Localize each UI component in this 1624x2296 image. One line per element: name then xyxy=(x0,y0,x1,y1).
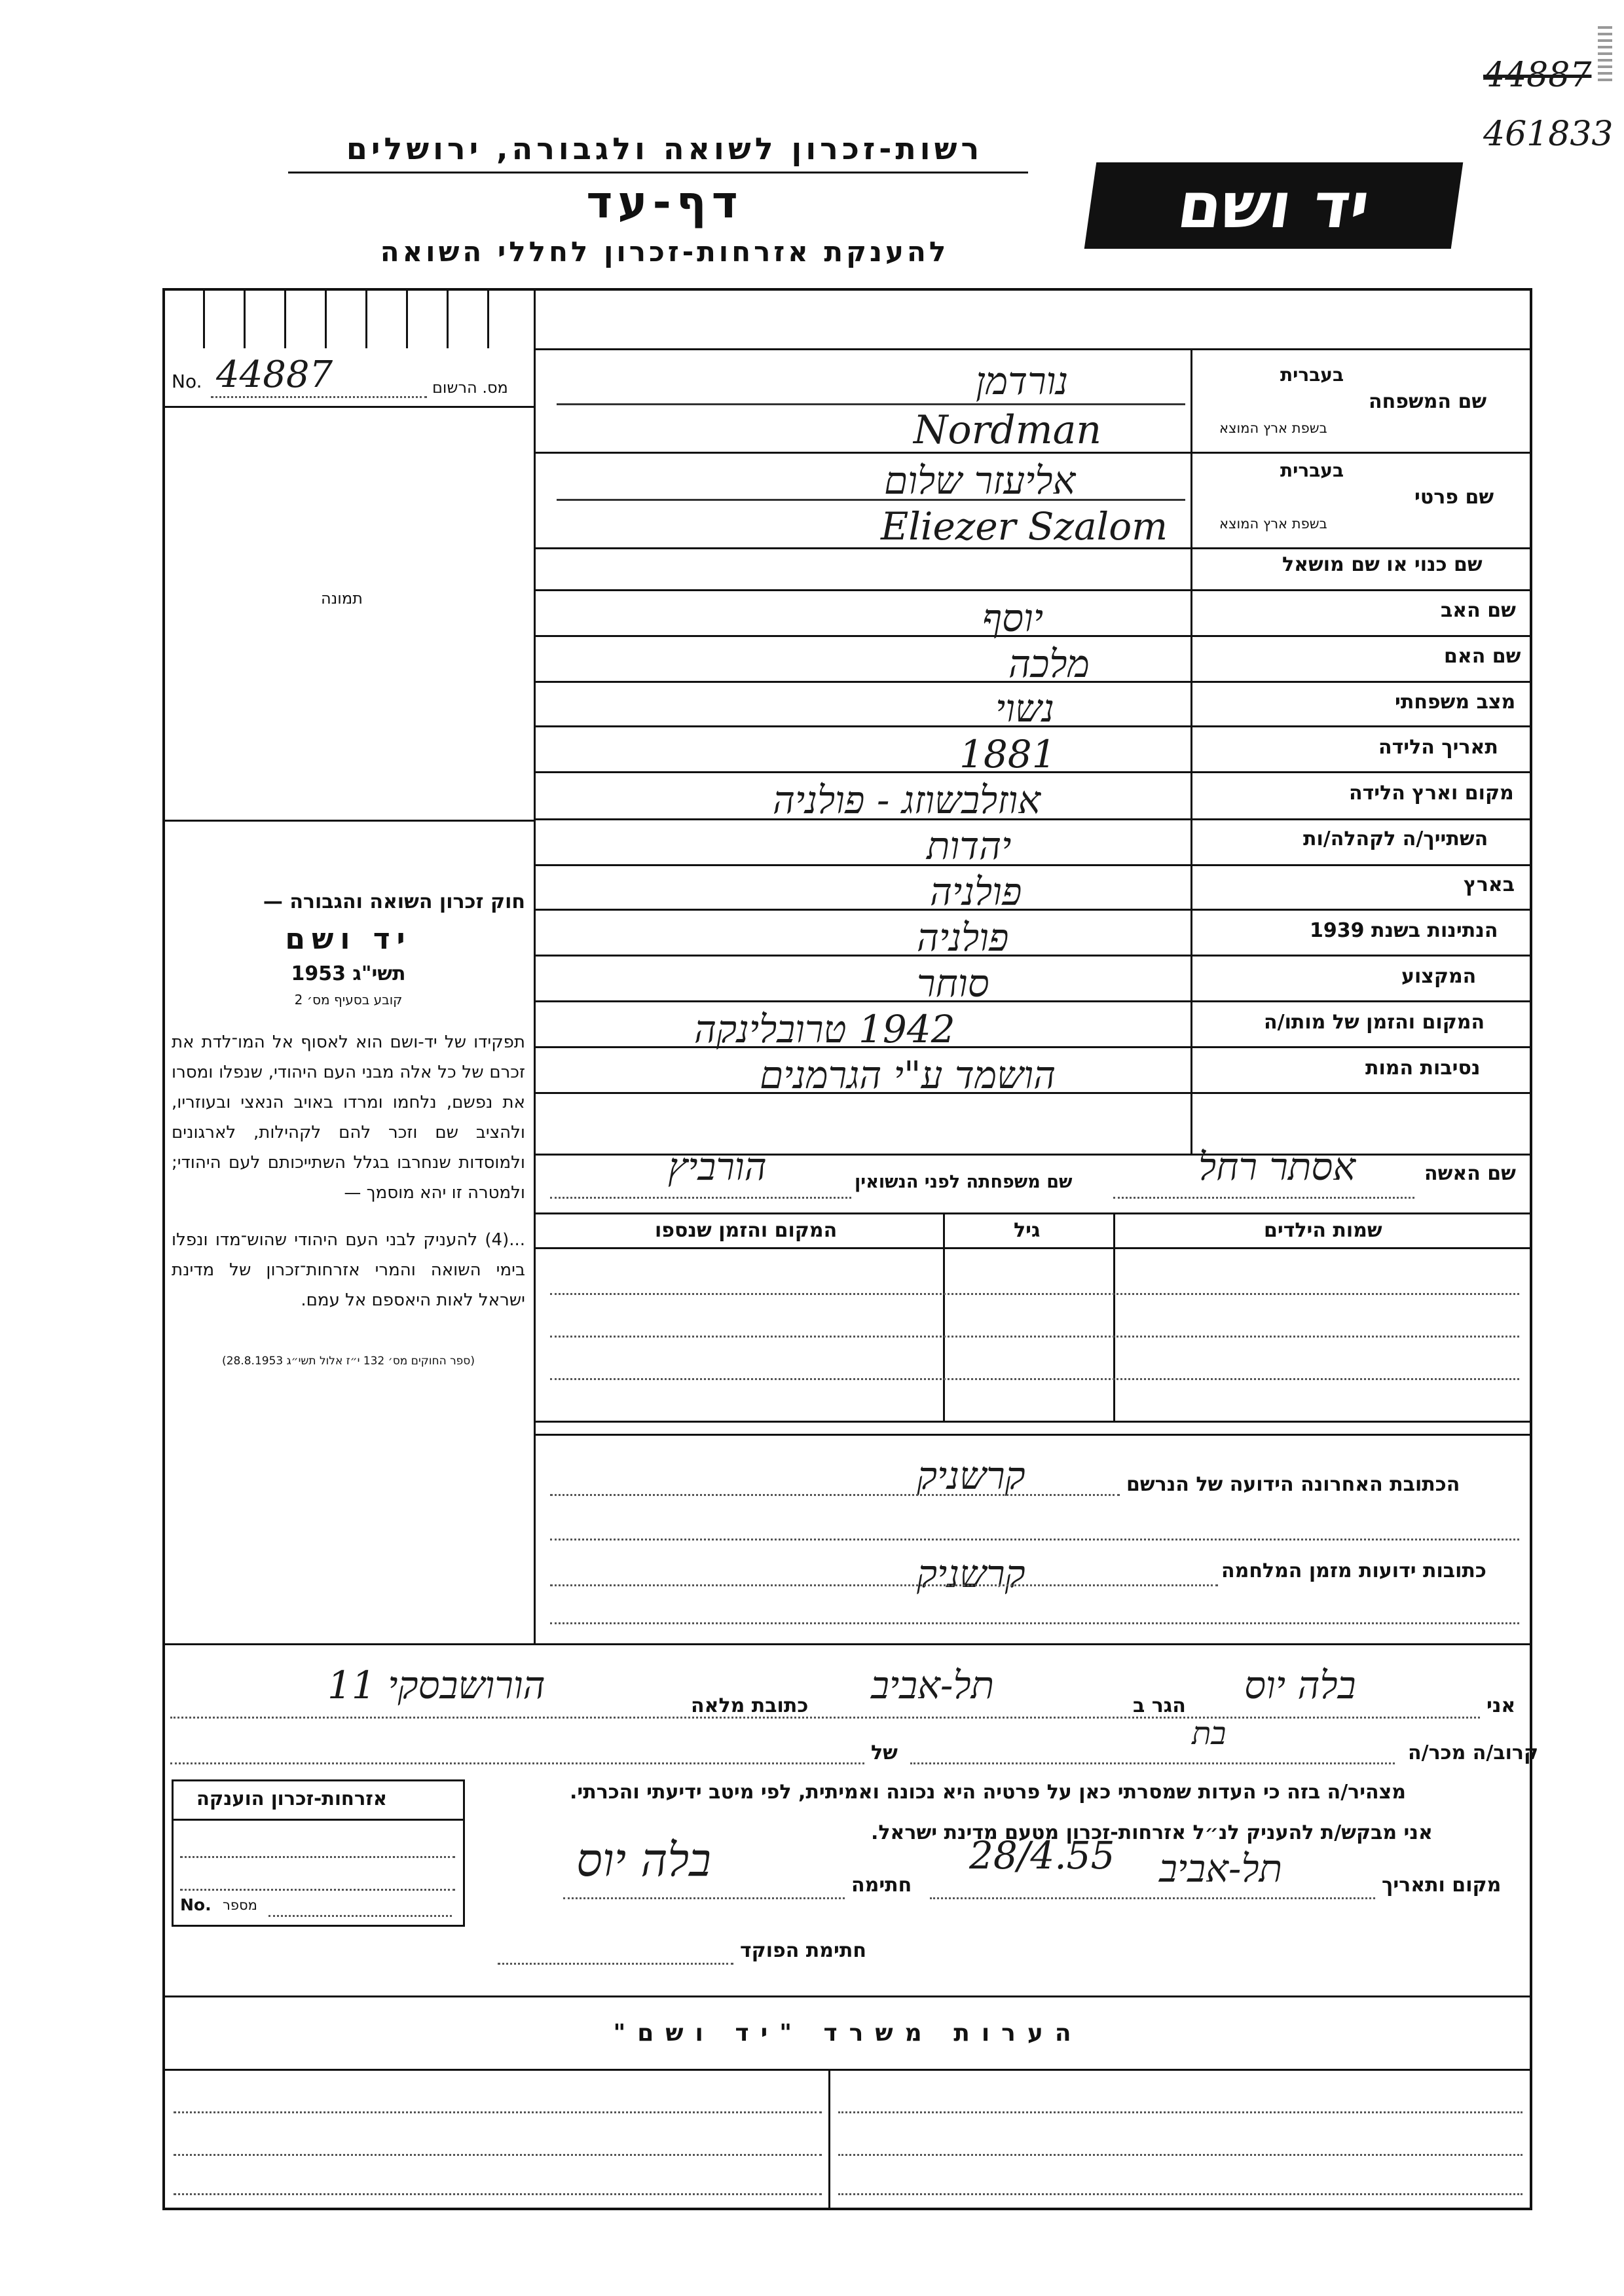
place-date-dots xyxy=(930,1897,1375,1899)
citizenship-1939-label: הנתינות בשנת 1939 xyxy=(1310,919,1498,942)
profession-label: המקצוע xyxy=(1401,965,1477,988)
signature-label: חתימה xyxy=(851,1874,912,1897)
officer-signature-label: חתימת הפוקד xyxy=(740,1939,866,1962)
declarant-signature: בלה יוס xyxy=(576,1833,711,1887)
corner-number: 461833 xyxy=(1483,115,1614,154)
citizenship-no-dots xyxy=(268,1915,452,1917)
community-value: יהדות xyxy=(927,824,1012,868)
wife-label: שם האשה xyxy=(1424,1162,1516,1185)
declaration-section-top xyxy=(164,1643,1532,1645)
declarant-address-label: כתובת מלאה xyxy=(691,1694,809,1717)
row-line xyxy=(534,1421,1532,1423)
of-dots xyxy=(170,1762,864,1764)
photo-box-bottom xyxy=(164,820,534,822)
children-place-header: המקום והזמן שנספו xyxy=(655,1219,838,1242)
place-date-label: מקום ותאריך xyxy=(1382,1874,1502,1897)
left-column-divider xyxy=(534,348,536,1643)
law-panel xyxy=(172,890,525,1368)
war-address-extra-dots xyxy=(550,1622,1519,1624)
birth-place-value: אוזלבשוזג - פולניה xyxy=(773,778,1041,822)
relation-value: בת xyxy=(1192,1715,1227,1752)
row-line xyxy=(534,1000,1532,1002)
signature-dots xyxy=(563,1897,845,1899)
yad-vashem-logo: יד ושם xyxy=(1084,162,1464,249)
strip-box xyxy=(365,289,367,348)
citizenship-box-rule xyxy=(173,1819,464,1821)
given-hebrew-value: אליעזר שלום xyxy=(884,458,1076,503)
children-row-dots xyxy=(550,1378,1519,1380)
office-notes-dots xyxy=(174,2193,822,2195)
declaration-place: תל-אביב xyxy=(1159,1846,1283,1891)
row-line xyxy=(534,1046,1532,1048)
corner-mark-icon xyxy=(1598,26,1612,85)
row-line xyxy=(534,1247,1532,1249)
relative-dots xyxy=(910,1762,1395,1764)
last-address-label: הכתובת האחרונה הידועה של הנרשם xyxy=(1126,1473,1460,1496)
death-place-value: 1942 טרובלינקה xyxy=(694,1007,955,1051)
office-notes-dots xyxy=(838,2154,1522,2156)
surname-native-value: Nordman xyxy=(913,407,1102,453)
declarant-lives-label: הגר ב xyxy=(1133,1694,1186,1717)
citizenship-no-label: No. xyxy=(180,1895,212,1914)
statement-2: אני מבקש/ת להעניק לנ״ל אזרחות-זכרון מטעם מדינת ישראל. xyxy=(871,1821,1433,1844)
header-subtitle: להענקת אזרחות-זכרון לחללי השואה xyxy=(380,236,950,268)
children-col-divider xyxy=(1113,1212,1115,1421)
row-line xyxy=(534,909,1532,911)
citizenship-box-dots xyxy=(180,1889,455,1891)
country-label: בארץ xyxy=(1464,873,1515,896)
strip-box xyxy=(447,289,449,348)
declarant-city: תל-אביב xyxy=(871,1663,995,1707)
header-org-underline xyxy=(288,172,1028,173)
surname-hebrew-sub: בעברית xyxy=(1280,364,1344,386)
surname-label: שם המשפחה xyxy=(1369,390,1487,413)
given-hebrew-sub: בעברית xyxy=(1280,460,1344,481)
registration-row-bottom xyxy=(164,406,534,408)
given-native-sub: בשפת ארץ המוצא xyxy=(1219,516,1327,532)
father-label: שם האב xyxy=(1441,599,1516,622)
death-cause-label: נסיבות המות xyxy=(1365,1057,1481,1080)
wife-maiden-label: שם משפחתה לפני הנשואין xyxy=(855,1172,1073,1192)
profession-value: סוחר xyxy=(917,961,989,1006)
strip-box xyxy=(284,289,286,348)
war-address-label: כתובות ידועות מזמן המלחמה xyxy=(1221,1559,1486,1582)
citizenship-number-label: מספר xyxy=(223,1897,257,1913)
marital-value: נשוי xyxy=(995,686,1054,731)
declaration-date: 28/4.55 xyxy=(969,1833,1115,1878)
declarant-address: הורושבסקי 11 xyxy=(327,1663,545,1707)
relative-label: קרוב/ה מכר/ה xyxy=(1408,1741,1539,1764)
citizenship-box-dots xyxy=(180,1856,455,1858)
office-notes-dots xyxy=(838,2111,1522,2113)
law-paragraph-2: ...(4) להעניק לבני העם היהודי שהוש־מדו ונפלו בימי השואה והמרי אזרחות־זכרון של מדינת ישראל לאות היאספם אל עמם. xyxy=(172,1230,525,1310)
registration-dots xyxy=(211,396,427,398)
strip-box xyxy=(487,289,489,348)
wife-maiden-dots xyxy=(550,1197,851,1199)
birth-place-label: מקום וארץ הלידה xyxy=(1349,782,1514,805)
mother-label: שם האם xyxy=(1444,645,1521,668)
strip-bottom xyxy=(534,348,1532,350)
registration-no-value: 44887 xyxy=(216,354,333,396)
header-title: דף-עד xyxy=(586,177,743,228)
citizenship-1939-value: פולניה xyxy=(917,915,1009,960)
children-row-dots xyxy=(550,1293,1519,1295)
country-value: פולניה xyxy=(930,869,1022,914)
registration-label: מס. הרשום xyxy=(432,378,508,397)
row-line xyxy=(534,1212,1532,1214)
children-age-header: גיל xyxy=(1014,1219,1041,1242)
declarant-name: בלה יוס xyxy=(1244,1663,1356,1707)
office-notes-header-bottom xyxy=(164,2069,1532,2071)
wife-value: אסתר רחל xyxy=(1198,1144,1356,1189)
row-line xyxy=(534,589,1532,591)
father-value: יוסף xyxy=(982,596,1044,640)
war-address-dots xyxy=(550,1584,1218,1586)
office-notes-title: הערות משרד "יד ושם" xyxy=(613,2020,1083,2047)
law-section: קובע בסעיף מס׳ 2 xyxy=(294,992,403,1008)
given-name-label: שם פרטי xyxy=(1414,486,1494,509)
birth-date-value: 1881 xyxy=(959,732,1056,776)
nickname-label: שם כנוי או שם מושאל xyxy=(1282,553,1483,576)
death-place-label: המקום והזמן של מותו/ה xyxy=(1264,1011,1485,1034)
wife-maiden-value: הורביץ xyxy=(668,1144,767,1189)
law-title: חוק זכרון השואה והגבורה — xyxy=(263,890,525,913)
office-notes-dots xyxy=(838,2193,1522,2195)
given-native-value: Eliezer Szalom xyxy=(881,504,1168,549)
strip-box xyxy=(325,289,327,348)
citizenship-granted-title: אזרחות-זכרון הוענקה xyxy=(196,1787,388,1810)
community-label: השתייך/ה לקהלה/ות xyxy=(1303,828,1488,850)
law-reference: (ספר החוקים מס׳ 132 י״ז אלול תשי״ג 28.8.1953) xyxy=(222,1355,475,1368)
birth-date-label: תאריך הלידה xyxy=(1378,736,1498,759)
of-label: של xyxy=(871,1741,898,1764)
strip-box xyxy=(406,289,408,348)
mother-value: מלכה xyxy=(1008,642,1090,686)
office-notes-dots xyxy=(174,2154,822,2156)
children-names-header: שמות הילדים xyxy=(1264,1219,1382,1242)
surname-dots xyxy=(557,403,1185,405)
wife-dots xyxy=(1113,1197,1414,1199)
law-year: תשי"ג 1953 xyxy=(291,962,406,985)
war-address-value: קרשניק xyxy=(917,1552,1025,1596)
last-address-value: קרשניק xyxy=(917,1453,1025,1498)
last-address-dots xyxy=(550,1494,1120,1496)
surname-hebrew-value: נורדמן xyxy=(976,359,1069,403)
office-notes-dots xyxy=(174,2111,822,2113)
photo-label: תמונה xyxy=(321,589,363,608)
strip-box xyxy=(244,289,246,348)
statement-1: מצהיר/ה בזה כי העדות שמסרתי כאן על פרטיה היא נכונה ואמיתית, לפי מיטב ידיעתי והכרתי. xyxy=(570,1781,1406,1804)
strip-divider xyxy=(534,289,536,348)
given-dots xyxy=(557,499,1185,501)
strip-box xyxy=(203,289,205,348)
death-cause-value: הושמד ע"י הגרמנים xyxy=(760,1053,1056,1097)
declarant-i-label: אני xyxy=(1486,1694,1516,1717)
marital-label: מצב משפחתי xyxy=(1395,691,1516,714)
row-line xyxy=(534,955,1532,957)
law-paragraph-1: תפקידו של יד-ושם הוא לאסוף אל המו־לדת את זכרם של כל אלה מבני העם היהודי, שנפלו ומסרו את נפשם, נלחמו ומרדו באויב הנאצי ובעוזריו, ולהציב שם וזכר להם לקהילות, לארגונים ולמוסדות שנחרבו בגלל השתייכותם לעם היהודי; ולמטרה זו יהא מוסמך — xyxy=(172,1032,525,1203)
children-row-dots xyxy=(550,1336,1519,1338)
officer-signature-dots xyxy=(498,1963,733,1965)
address-section-top xyxy=(534,1434,1532,1436)
label-column-divider xyxy=(1190,348,1192,1154)
registration-no-label: No. xyxy=(172,371,202,392)
surname-native-sub: בשפת ארץ המוצא xyxy=(1219,420,1327,436)
address-extra-dots xyxy=(550,1539,1519,1540)
office-notes-top xyxy=(164,1995,1532,1997)
law-name: יד ושם xyxy=(285,922,412,956)
declarant-dots xyxy=(170,1717,1480,1719)
office-notes-divider xyxy=(828,2069,830,2210)
header-org: רשות-זכרון לשואה ולגבורה, ירושלים xyxy=(346,131,984,166)
children-col-divider xyxy=(943,1212,945,1421)
corner-crossed-number: 44887 xyxy=(1483,56,1592,95)
row-line xyxy=(534,864,1532,866)
